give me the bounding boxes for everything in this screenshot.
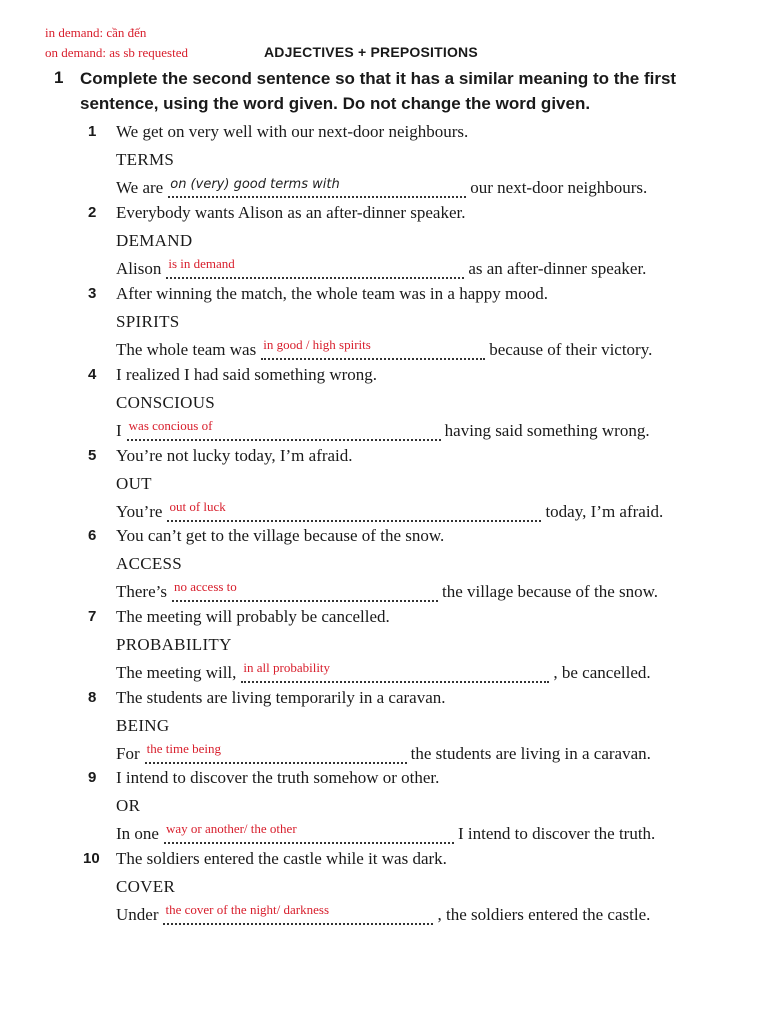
answer-blank[interactable] [168,176,466,198]
answer-prefix: There’s [116,582,167,601]
answer-suffix: , be cancelled. [553,663,651,682]
item-keyword: OUT [116,474,152,493]
item-sentence: Everybody wants Alison as an after-dinner speaker. [116,203,466,222]
item-keyword: ACCESS [116,554,183,573]
red-answer: the time being [146,741,221,756]
item-sentence: After winning the match, the whole team was in a happy mood. [116,284,548,303]
red-answer: in all probability [243,660,331,675]
item-keyword: TERMS [116,150,175,169]
answer-line [116,500,663,522]
answer-blank[interactable] [167,500,541,522]
item-number: 4 [88,366,97,383]
red-answer: is in demand [168,256,235,271]
item-sentence: You’re not lucky today, I’m afraid. [116,446,353,465]
item-keyword: COVER [116,877,176,896]
answer-suffix: today, I’m afraid. [545,502,664,521]
answer-line [116,661,651,683]
exercise-number: 1 [54,68,64,87]
answer-blank[interactable] [145,742,407,764]
answer-blank[interactable] [261,338,485,360]
red-answer: way or another/ the other [165,821,297,836]
item-sentence: The students are living temporarily in a caravan. [116,688,446,707]
item-sentence: I realized I had said something wrong. [116,365,378,384]
red-answer: out of luck [169,499,226,514]
exercise-item [0,284,768,365]
answer-blank[interactable] [163,903,433,925]
answer-blank[interactable] [164,822,454,844]
exercise-item [0,203,768,284]
exercise-instructions: Complete the second sentence so that it has a similar meaning to the first sentence, using the word given. Do not change the word given. [80,69,677,113]
item-keyword: SPIRITS [116,312,180,331]
exercise-item [0,849,768,930]
red-answer: the cover of the night/ darkness [165,902,330,917]
item-sentence: I intend to discover the truth somehow or other. [116,768,440,787]
handwritten-answer: on (very) good terms with [170,177,340,192]
item-number: 8 [88,689,97,706]
answer-suffix: the village because of the snow. [441,582,659,601]
item-keyword: OR [116,796,141,815]
answer-blank[interactable] [166,257,464,279]
answer-suffix: I intend to discover the truth. [457,824,656,843]
annotation-note-on-demand: on demand: as sb requested [45,45,188,60]
item-number: 6 [88,527,97,544]
exercise-item [0,365,768,446]
answer-line [116,742,651,764]
section-title: ADJECTIVES + PREPOSITIONS [264,44,478,60]
item-number: 3 [88,285,97,302]
answer-line [116,176,647,198]
exercise-item [0,526,768,607]
exercise-item [0,768,768,849]
answer-blank[interactable] [127,419,441,441]
answer-prefix: You’re [116,502,163,521]
item-sentence: You can’t get to the village because of the snow. [116,526,445,545]
item-sentence: The meeting will probably be cancelled. [116,607,390,626]
item-number: 7 [88,608,97,625]
answer-prefix: For [116,744,140,763]
answer-prefix: Under [116,905,159,924]
item-keyword: BEING [116,716,170,735]
answer-line [116,580,658,602]
red-answer: was concious of [128,418,213,433]
item-sentence: The soldiers entered the castle while it was dark. [116,849,447,868]
answer-blank[interactable] [172,580,438,602]
item-number: 9 [88,769,97,786]
answer-suffix: the students are living in a caravan. [410,744,651,763]
item-sentence: We get on very well with our next-door neighbours. [116,122,469,141]
answer-suffix: because of their victory. [489,340,653,359]
answer-prefix: The whole team was [116,340,257,359]
item-number: 1 [88,123,97,140]
exercise-item [0,122,768,203]
answer-prefix: I [116,421,122,440]
answer-line [116,257,646,279]
red-answer: in good / high spirits [263,337,371,352]
answer-suffix: our next-door neighbours. [470,178,648,197]
answer-prefix: Alison [116,259,162,278]
annotation-note-in-demand: in demand: cần đến [45,25,147,40]
item-number: 10 [83,850,100,867]
answer-suffix: as an after-dinner speaker. [468,259,647,278]
answer-suffix: having said something wrong. [444,421,650,440]
answer-prefix: In one [116,824,159,843]
exercise-item [0,446,768,527]
red-answer: no access to [173,579,237,594]
answer-suffix: , the soldiers entered the castle. [437,905,651,924]
answer-line [116,903,650,925]
answer-line [116,822,655,844]
item-keyword: CONSCIOUS [116,393,216,412]
item-number: 2 [88,204,97,221]
answer-line [116,338,652,360]
answer-blank[interactable] [241,661,549,683]
exercise-item [0,688,768,769]
item-number: 5 [88,447,97,464]
item-keyword: PROBABILITY [116,635,232,654]
exercise-item [0,607,768,688]
item-keyword: DEMAND [116,231,193,250]
answer-prefix: The meeting will, [116,663,237,682]
answer-prefix: We are [116,178,164,197]
answer-line [116,419,650,441]
